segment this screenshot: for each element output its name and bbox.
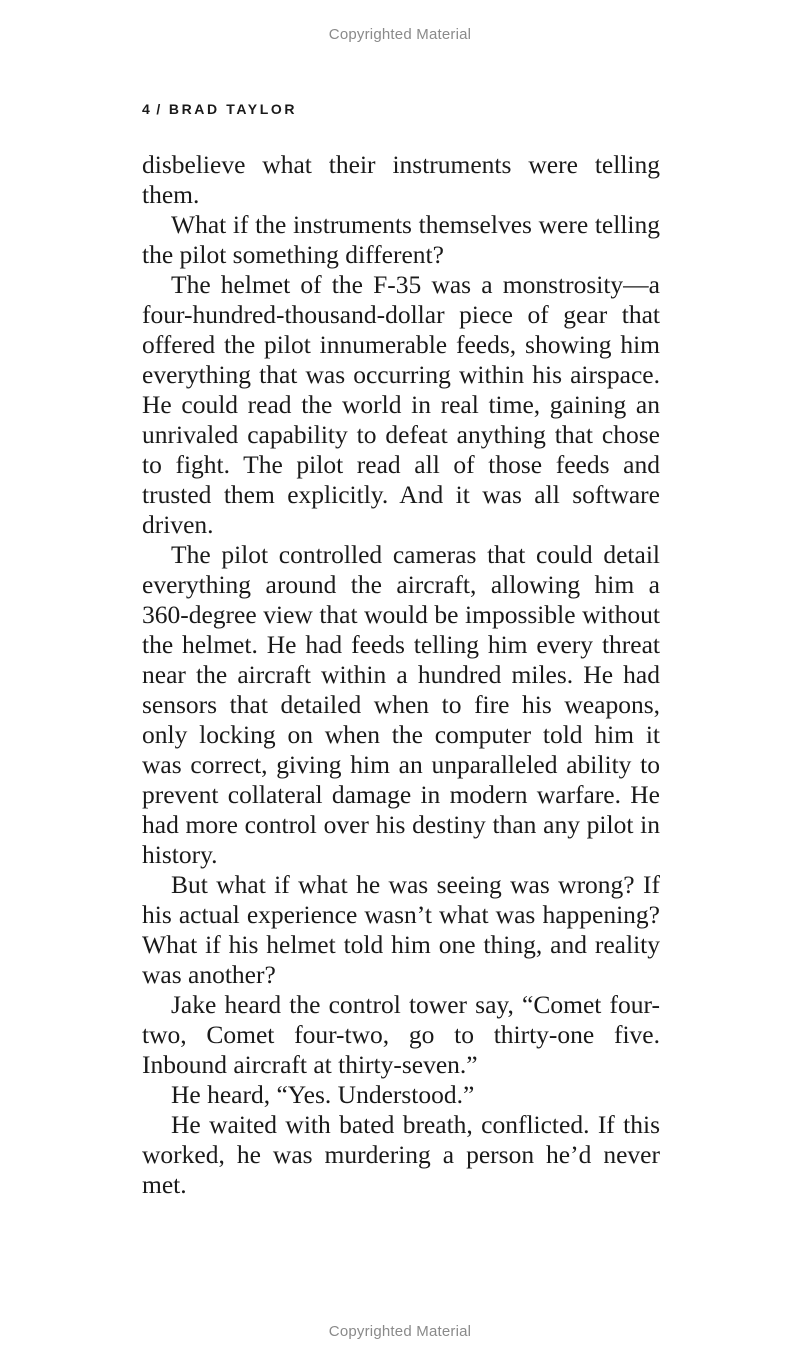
paragraph-6: Jake heard the control tower say, “Comet four-two, Comet four-two, go to thirty-one five. Inbound aircraft at thirty-seven.” — [142, 990, 660, 1079]
paragraph-8: He waited with bated breath, conflicted. If this worked, he was murdering a person he’d never met. — [142, 1110, 660, 1199]
copyright-watermark-top: Copyrighted Material — [328, 26, 472, 43]
header-separator: / — [156, 101, 163, 117]
paragraph-5: But what if what he was seeing was wrong? If his actual experience wasn’t what was happening? What if his helmet told him one thing, and reality was another? — [142, 870, 660, 989]
running-head — [142, 101, 297, 117]
paragraph-2: What if the instruments themselves were telling the pilot something different? — [142, 210, 660, 269]
paragraph-1: disbelieve what their instruments were telling them. — [142, 150, 660, 209]
page-number: 4 — [142, 101, 153, 117]
author-name: BRAD TAYLOR — [168, 101, 298, 117]
body-text — [142, 150, 660, 1200]
paragraph-7: He heard, “Yes. Understood.” — [171, 1080, 475, 1109]
copyright-watermark-bottom: Copyrighted Material — [328, 1323, 472, 1340]
paragraph-3: The helmet of the F-35 was a monstrosity—a four-hundred-thousand-dollar piece of gear that offered the pilot innumerable feeds, showing him everything that was occurring within his airspace. He could read the world in real time, gaining an unrivaled capability to defeat anything that chose to fight. The pilot read all of those feeds and trusted them explicitly. And it was all software driven. — [142, 270, 660, 539]
paragraph-4: The pilot controlled cameras that could detail everything around the aircraft, allowing him a 360-degree view that would be impossible without the helmet. He had feeds telling him every threat near the aircraft within a hundred miles. He had sensors that detailed when to fire his weapons, only locking on when the computer told him it was correct, giving him an unparalleled ability to prevent collateral damage in modern warfare. He had more control over his destiny than any pilot in history. — [142, 540, 660, 869]
